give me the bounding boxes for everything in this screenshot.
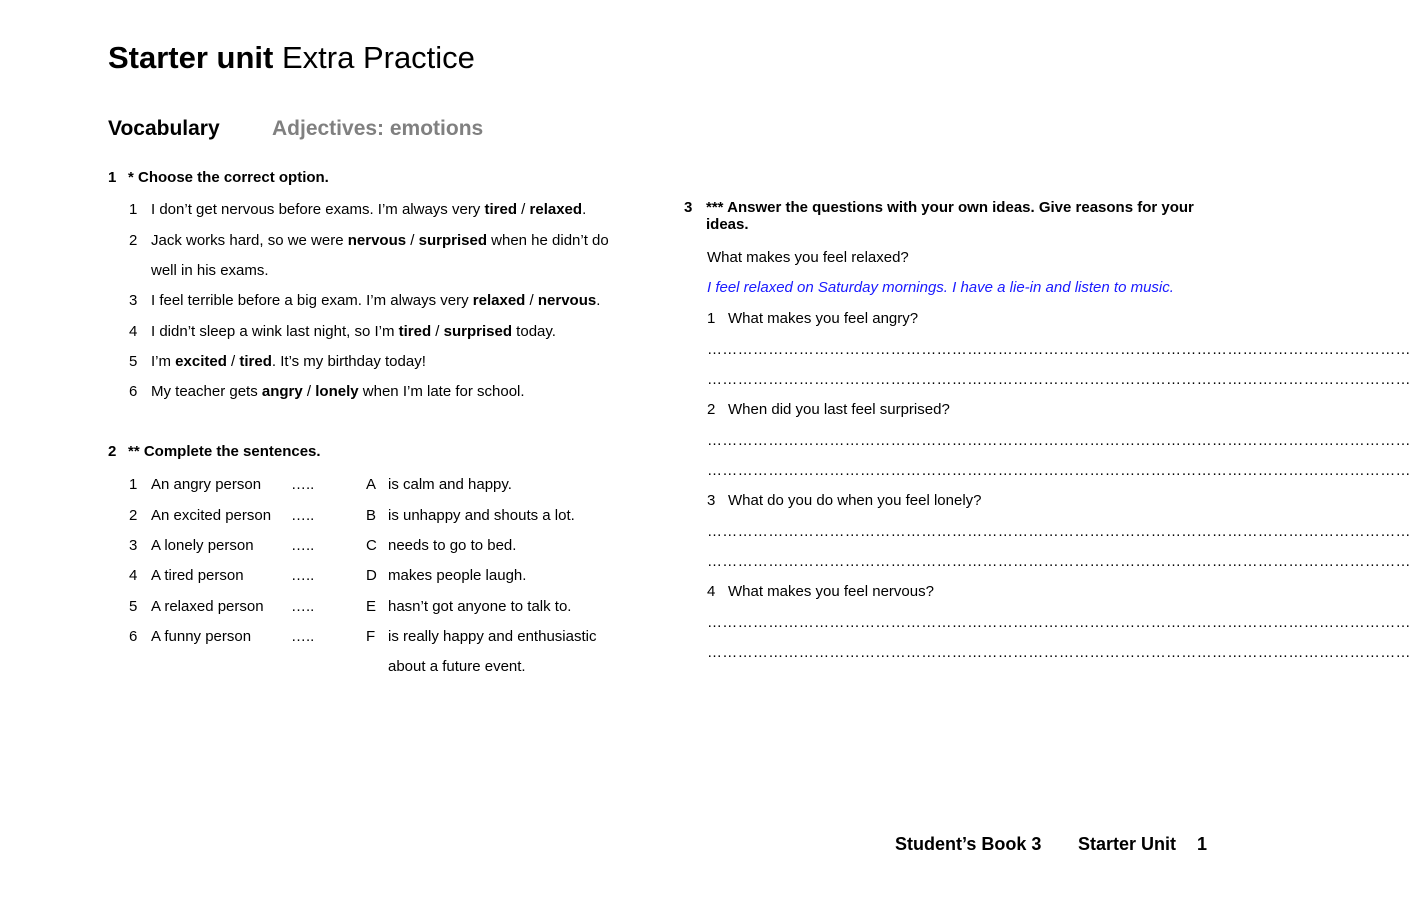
exercise-1-item [129, 232, 649, 252]
exercise-1-heading: 1 * Choose the correct option. [108, 169, 329, 186]
exercise-1-item [129, 262, 649, 282]
answer-line[interactable]: ………………………………………………………………………………………………………………………… [707, 644, 1411, 661]
sentence-start: I don’t get nervous before exams. I’m always very [151, 201, 485, 218]
person-label: A lonely person [151, 537, 254, 554]
answer-blank[interactable]: ….. [291, 537, 315, 554]
exercise-1-item [129, 383, 649, 403]
ending-text: hasn’t got anyone to talk to. [388, 598, 572, 615]
sentence-start: Jack works hard, so we were [151, 232, 348, 249]
exercise-3-question [707, 401, 1187, 421]
example-question: What makes you feel relaxed? [707, 249, 909, 266]
person-label: A tired person [151, 567, 244, 584]
option-separator: / [302, 383, 316, 400]
answer-line[interactable]: ………………………………………………………………………………………………………………………… [707, 553, 1411, 570]
option-1[interactable]: relaxed [472, 292, 526, 309]
sentence-end: . It’s my birthday today! [271, 353, 426, 370]
option-1[interactable]: nervous [347, 232, 407, 249]
matching-row [129, 537, 629, 557]
option-2[interactable]: nervous [537, 292, 597, 309]
ending-letter: F [366, 628, 376, 645]
row-number: 2 [129, 507, 138, 524]
answer-line[interactable]: ………………………………………………………………………………………………………………………… [707, 614, 1411, 631]
option-2[interactable]: relaxed [529, 201, 583, 218]
sentence-start: I didn’t sleep a wink last night, so I’m [151, 323, 399, 340]
matching-row [129, 598, 629, 618]
ending-letter: D [366, 567, 377, 584]
answer-blank[interactable]: ….. [291, 598, 315, 615]
question-number: 3 [707, 492, 716, 509]
option-separator: / [525, 292, 538, 309]
exercise-3-question [707, 583, 1187, 603]
option-separator: / [406, 232, 419, 249]
option-separator: / [431, 323, 444, 340]
ending-text: is unhappy and shouts a lot. [388, 507, 575, 524]
option-separator: / [226, 353, 240, 370]
footer-page-number: 1 [1197, 834, 1208, 854]
question-text: What do you do when you feel lonely? [728, 492, 982, 509]
matching-row [129, 658, 629, 678]
exercise-3-question [707, 492, 1187, 512]
ending-letter: B [366, 507, 377, 524]
item-number: 4 [129, 323, 138, 340]
ending-text: is really happy and enthusiastic [388, 628, 597, 645]
question-number: 2 [707, 401, 716, 418]
exercise-1-item [129, 323, 649, 343]
item-sentence [151, 292, 600, 309]
footer-unit: Starter Unit [1078, 834, 1177, 854]
sentence-end: when I’m late for school. [358, 383, 525, 400]
row-number: 3 [129, 537, 138, 554]
sentence-start: I feel terrible before a big exam. I’m always very [151, 292, 473, 309]
option-1[interactable]: tired [484, 201, 517, 218]
matching-row [129, 476, 629, 496]
option-1[interactable]: angry [261, 383, 303, 400]
ending-text: about a future event. [388, 658, 526, 675]
option-2[interactable]: lonely [315, 383, 359, 400]
sentence-end: today. [512, 323, 556, 340]
page-title: Starter unit Extra Practice [108, 40, 475, 75]
ending-letter: C [366, 537, 377, 554]
option-2[interactable]: surprised [443, 323, 513, 340]
sentence-start: well in his exams. [151, 262, 269, 279]
item-sentence [151, 262, 269, 279]
ending-text: makes people laugh. [388, 567, 527, 584]
option-1[interactable]: excited [175, 353, 227, 370]
answer-line[interactable]: ………………………………………………………………………………………………………………………… [707, 371, 1411, 388]
item-number: 3 [129, 292, 138, 309]
answer-blank[interactable]: ….. [291, 507, 315, 524]
answer-line[interactable]: ………………………………………………………………………………………………………………………… [707, 523, 1411, 540]
sentence-start: I’m [151, 353, 176, 370]
row-number: 1 [129, 476, 138, 493]
example-answer: I feel relaxed on Saturday mornings. I have a lie-in and listen to music. [707, 279, 1174, 296]
answer-line[interactable]: ………………………………………………………………………………………………………………………… [707, 432, 1411, 449]
row-number: 6 [129, 628, 138, 645]
item-number: 1 [129, 201, 138, 218]
ending-text: is calm and happy. [388, 476, 512, 493]
option-separator: / [517, 201, 530, 218]
matching-row [129, 628, 629, 648]
exercise-1-item [129, 353, 649, 373]
option-2[interactable]: tired [239, 353, 272, 370]
exercise-3-question [707, 310, 1187, 330]
exercise-1-item [129, 201, 649, 221]
ending-text: needs to go to bed. [388, 537, 517, 554]
section-topic: Adjectives: emotions [272, 117, 484, 140]
item-sentence [151, 383, 525, 400]
sentence-end: . [582, 201, 587, 218]
item-number: 5 [129, 353, 138, 370]
item-sentence [151, 323, 556, 340]
answer-blank[interactable]: ….. [291, 567, 315, 584]
footer-book: Student’s Book 3 [895, 834, 1042, 854]
question-number: 1 [707, 310, 716, 327]
answer-line[interactable]: ………………………………………………………………………………………………………………………… [707, 341, 1411, 358]
sentence-start: My teacher gets [151, 383, 262, 400]
question-text: When did you last feel surprised? [728, 401, 950, 418]
option-1[interactable]: tired [398, 323, 432, 340]
item-sentence [151, 232, 609, 249]
row-number: 5 [129, 598, 138, 615]
question-number: 4 [707, 583, 716, 600]
item-sentence [151, 201, 586, 218]
section-label: Vocabulary [108, 117, 220, 140]
matching-row [129, 567, 629, 587]
person-label: A funny person [151, 628, 252, 645]
answer-blank[interactable]: ….. [291, 476, 315, 493]
matching-row [129, 507, 629, 527]
exercise-2-heading: 2 ** Complete the sentences. [108, 443, 321, 460]
sentence-end: when he didn’t do [486, 232, 609, 249]
option-2[interactable]: surprised [418, 232, 487, 249]
person-label: An angry person [151, 476, 262, 493]
sentence-end: . [596, 292, 601, 309]
item-sentence [151, 353, 426, 370]
ending-letter: E [366, 598, 377, 615]
exercise-1-item [129, 292, 649, 312]
answer-line[interactable]: ………………………………………………………………………………………………………………………… [707, 462, 1411, 479]
person-label: An excited person [151, 507, 272, 524]
item-number: 2 [129, 232, 138, 249]
person-label: A relaxed person [151, 598, 264, 615]
question-text: What makes you feel angry? [728, 310, 919, 327]
question-text: What makes you feel nervous? [728, 583, 934, 600]
item-number: 6 [129, 383, 138, 400]
row-number: 4 [129, 567, 138, 584]
ending-letter: A [366, 476, 377, 493]
answer-blank[interactable]: ….. [291, 628, 315, 645]
